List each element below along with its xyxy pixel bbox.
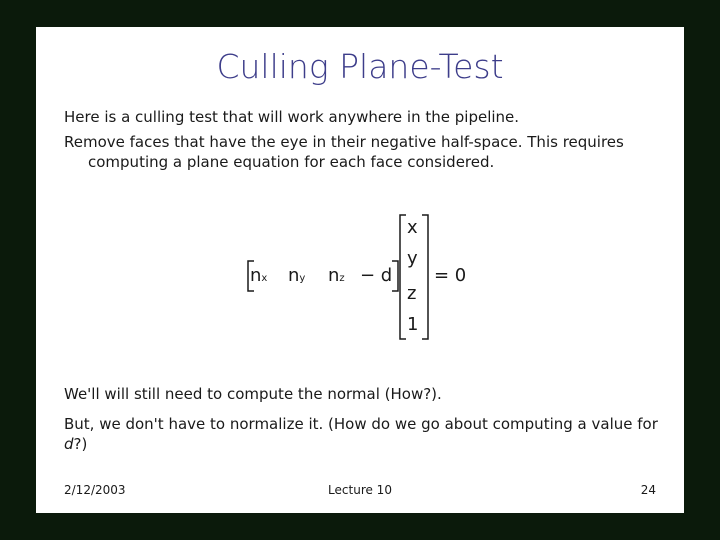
equals-zero: = 0 bbox=[434, 265, 467, 286]
negative-d-term: − d bbox=[360, 265, 393, 286]
paragraph-remove-faces-line1: Remove faces that have the eye in their negative half-space. This requires bbox=[64, 133, 624, 151]
column-vector-left-bracket bbox=[400, 215, 406, 339]
column-y: y bbox=[407, 248, 418, 269]
footer-lecture: Lecture 10 bbox=[328, 483, 392, 497]
slide bbox=[36, 27, 684, 513]
paragraph-remove-faces-line2: computing a plane equation for each face considered. bbox=[88, 153, 495, 171]
column-one: 1 bbox=[407, 314, 419, 335]
footer-page-number: 24 bbox=[640, 483, 656, 497]
paragraph-intro: Here is a culling test that will work anywhere in the pipeline. bbox=[64, 108, 520, 126]
column-z: z bbox=[407, 283, 417, 304]
row-vector-right-bracket bbox=[392, 261, 398, 291]
variable-d: d bbox=[64, 435, 74, 453]
normal-y-component: ny bbox=[288, 265, 306, 286]
column-vector-right-bracket bbox=[422, 215, 428, 339]
normal-z-component: nz bbox=[328, 265, 345, 286]
normal-x-component: nx bbox=[250, 265, 268, 286]
paragraph-normalize-end: ?) bbox=[73, 435, 88, 453]
paragraph-normalize-text: But, we don't have to normalize it. (How do we go about computing a value for bbox=[64, 415, 658, 433]
footer-date: 2/12/2003 bbox=[64, 483, 126, 497]
paragraph-normal: We'll will still need to compute the normal (How?). bbox=[64, 385, 442, 403]
paragraph-normalize bbox=[64, 414, 684, 454]
slide-title: Culling Plane-Test bbox=[216, 47, 504, 86]
column-x: x bbox=[407, 217, 418, 238]
